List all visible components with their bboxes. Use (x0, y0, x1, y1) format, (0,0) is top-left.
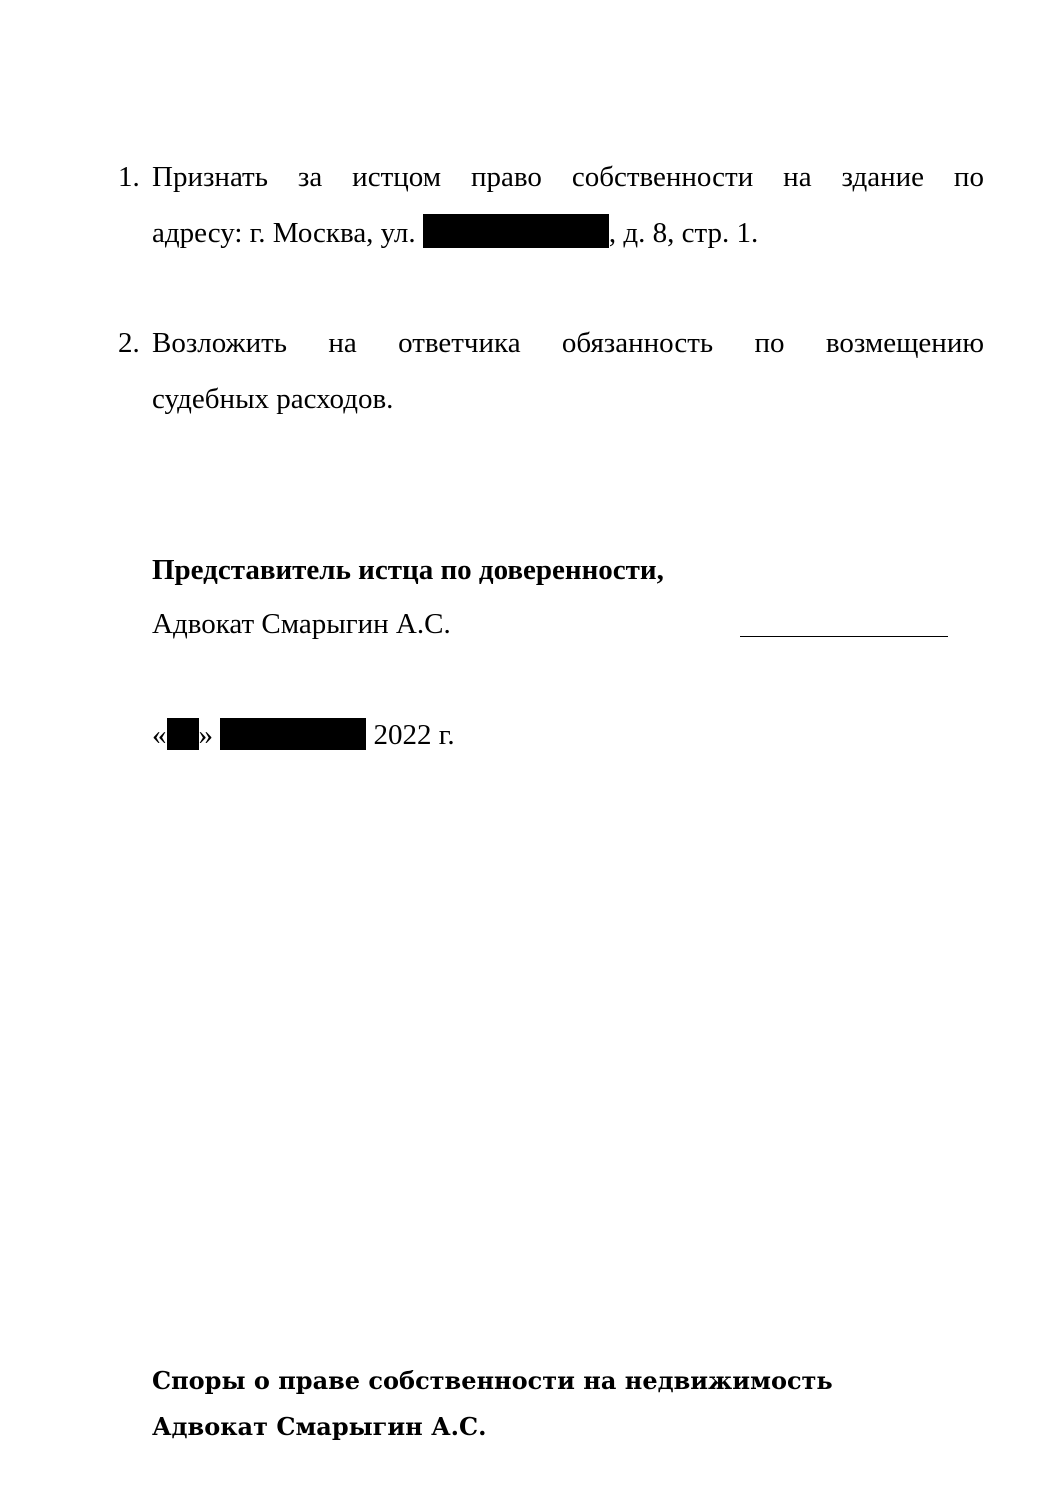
word: право (471, 161, 542, 193)
list-item-line (152, 149, 984, 205)
word: по (754, 327, 785, 359)
signature-line (740, 636, 948, 637)
footer (152, 1358, 833, 1450)
footer-line-2: Адвокат Смарыгин А.С. (152, 1412, 487, 1441)
word: здание (841, 161, 924, 193)
redaction-street (423, 214, 609, 248)
word: ответчика (398, 327, 521, 359)
word: собственности (571, 161, 754, 193)
list-number: 1. (118, 161, 140, 193)
word: Признать (152, 161, 268, 193)
list-item-body (152, 315, 984, 427)
word: на (328, 327, 357, 359)
date-year: 2022 г. (373, 719, 455, 751)
list-item-2 (118, 315, 984, 427)
redaction-day (167, 718, 199, 750)
word: Возложить (152, 327, 288, 359)
list-item-line (152, 315, 984, 371)
signature-title: Представитель истца по доверенности, (152, 554, 664, 586)
date-line (152, 714, 455, 756)
word: за (297, 161, 323, 193)
address-suffix: , д. 8, стр. 1. (608, 217, 759, 249)
open-quote: « (152, 719, 167, 751)
word: истцом (352, 161, 442, 193)
word: обязанность (561, 327, 714, 359)
redaction-month (220, 718, 366, 750)
list-number: 2. (118, 327, 140, 359)
list-item-line: судебных расходов. (152, 383, 394, 415)
word: по (953, 161, 984, 193)
close-quote: » (198, 719, 213, 751)
signature-name: Адвокат Смарыгин А.С. (152, 608, 451, 640)
footer-line-1: Споры о праве собственности на недвижимость (152, 1366, 833, 1395)
list-item-body (152, 149, 984, 261)
word: возмещению (825, 327, 984, 359)
list-item-1 (118, 149, 984, 261)
list-item-line (152, 205, 984, 261)
address-prefix: адресу: г. Москва, ул. (152, 217, 416, 249)
word: на (783, 161, 812, 193)
